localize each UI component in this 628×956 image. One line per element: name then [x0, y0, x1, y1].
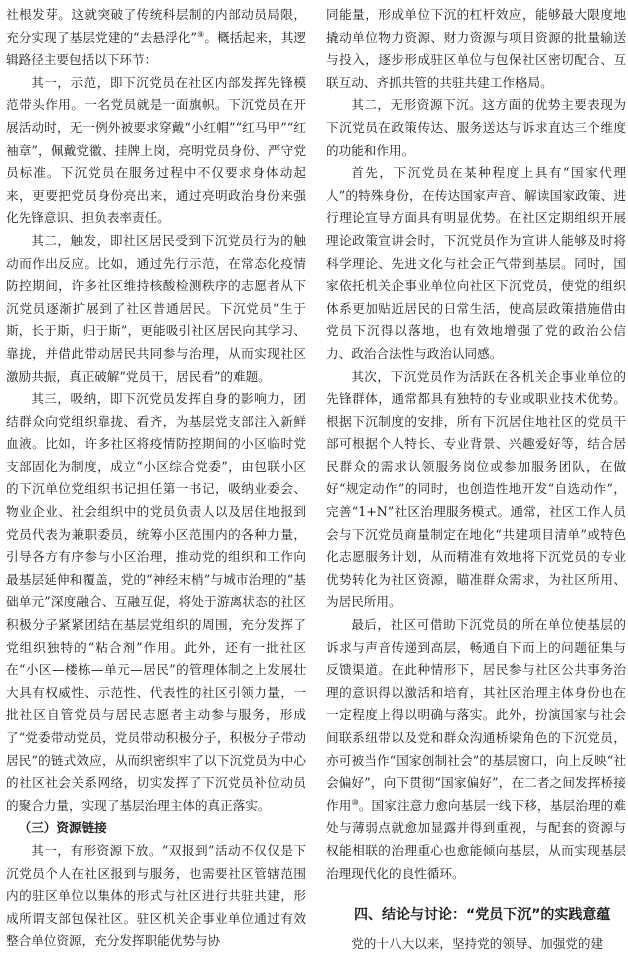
footnote-marker[interactable]: ⑩ [351, 797, 359, 807]
paragraph-intangible-resources: 其二，无形资源下沉。这方面的优势主要表现为下沉党员在政策传达、服务送达与诉求直达三个维度的功能和作用。 [326, 97, 626, 158]
paragraph-text: 最后，社区可借助下沉党员的所在单位使基层的诉求与声音传递到高层，畅通自下而上的问题征集与反馈渠道。在此种情形下，居民参与社区公共事务治理的意识得以激活和培育，其社区治理主体身份也在一定程度上得以明确与落实。此外，扮演国家与社会间联系纽带以及党和群众沟通桥梁角色的下沉党员，亦可被当作“国家创制社会”的基层窗口，向上反映“社会偏好”，向下贯彻“国家偏好”，在二者之间发挥桥接作用 [326, 617, 626, 813]
paragraph-first: 首先，下沉党员在某种程度上具有“国家代理人”的特殊身份，在传达国家声音、解读国家政策、进行理论宣导方面具有明显优势。在社区定期组织开展理论政策宣讲会时，下沉党员作为宣讲人能够及时将科学理论、先进文化与社会正气带到基层。同时，国家依托机关企事业单位向社区下沉党员，使党的组织体系更加贴近居民的日常生活，使高层政策措施借由党员下沉得以落地，也有效地增强了党的政治公信力、政治合法性与政治认同感。 [326, 165, 626, 361]
right-column [326, 4, 627, 952]
paragraph-tangible-resources: 其一，有形资源下放。“双报到”活动不仅仅是下沉党员个人在社区报到与服务，也需要社区管辖范围内的驻区单位以集体的形式与社区进行共驻共建，形成所谓支部包保社区。驻区机关企事业单位通过有效整合单位资源，充分发挥职能优势与协 [6, 842, 306, 949]
paragraph-continuation [6, 4, 306, 72]
paragraph-conclusion-start: 党的十八大以来，坚持党的领导、加强党的建 [351, 936, 604, 952]
paragraph-text: 。概括起来，其逻辑路径主要包括以下环节： [6, 29, 307, 68]
paragraph-demonstration: 其一，示范，即下沉党员在社区内部发挥先锋模范带头作用。一名党员就是一面旗帜。下沉党员在开展活动时，无一例外被要求穿戴“小红帽”“红马甲”“红袖章”，佩戴党徽、挂牌上岗，亮明党员身份、严守党员标准。下沉党员在服务过程中不仅要求身体动起来，更要把党员身份亮出来，通过亮明政治身份来强化先锋意识、担负表率责任。 [6, 74, 306, 226]
left-column [6, 4, 307, 949]
subsection-heading: （三）资源链接 [18, 820, 107, 836]
paragraph-second: 其次，下沉党员作为活跃在各机关企事业单位的先锋群体，通常都具有独特的专业或职业技术优势。根据下沉制度的安排，所有下沉居住地社区的党员干部可根据个人特长、专业背景、兴趣爱好等，结合居民群众的需求认领服务岗位或参加服务团队，在做好“规定动作”的同时，也创造性地开发“自选动作”，完善“1+N”社区治理服务模式。通常，社区工作人员会与下沉党员商量制定在地化“共建项目清单”或特色化志愿服务计划，从而精准有效地将下沉党员的专业优势转化为社区资源，瞄准群众需求，为社区所用、为居民所用。 [326, 368, 626, 610]
paragraph-trigger: 其二，触发，即社区居民受到下沉党员行为的触动而作出反应。比如，通过先行示范，在常态化疫情防控期间，许多社区维持核酸检测秩序的志愿者从下沉党员逐渐扩展到了社区普通居民。下沉党员“生于斯，长于斯，归于斯”，更能吸引社区居民向其学习、靠拢，并借此带动居民共同参与治理，从而实现社区激励共振，真正破解“党员干，居民看”的难题。 [6, 232, 306, 384]
paragraph-text: 。国家注意力愈向基层一线下移，基层治理的难处与薄弱点就愈加显露并得到重视，与配套的资源与权能相联的治理重心也愈能倾向基层，从而实现基层治理现代化的良性循环。 [326, 797, 627, 881]
paragraph-absorption: 其三，吸纳，即下沉党员发挥自身的影响力，团结群众向党组织靠拢、看齐，为基层党支部注入新鲜血液。比如，许多社区将疫情防控期间的小区临时党支部固化为制度，成立“小区综合党委”，由包联小区的下沉单位党组织书记担任第一书记，吸纳业委会、物业企业、社会组织中的党员负责人以及居住地报到党员代表为兼职委员，统筹小区范围内的各种力量，引导各方有序参与小区治理，推动党的组织和工作向最基层延伸和覆盖，党的“神经末梢”与城市治理的“基础单元”深度融合、互融互促，将处于游离状态的社区积极分子紧紧团结在基层党组织的周围，充分发挥了党组织独特的“粘合剂”作用。此外，还有一批社区在“小区—楼栋—单元—居民”的管理体制之上发展壮大具有权威性、示范性、代表性的社区引领力量，一批社区自管党员与居民志愿者主动参与服务，形成了“党委带动党员，党员带动积极分子，积极分子带动居民”的链式效应，从而织密织牢了以下沉党员为中心的社区社会关系网络，切实发挥了下沉党员补位动员的聚合力量，实现了基层治理主体的真正落实。 [6, 391, 306, 813]
section-heading: 四、结论与讨论：“党员下沉”的实践意蕴 [354, 907, 611, 924]
footnote-marker[interactable]: ⑨ [197, 29, 205, 39]
paragraph-last [326, 614, 626, 885]
paragraph-text: 社根发芽。这就突破了传统科层制的内部动员局限，充分实现了基层党建的“去悬浮化” [6, 7, 306, 45]
paragraph-continuation: 同能量，形成单位下沉的杠杆效应，能够最大限度地撬动单位物力资源、财力资源与项目资源的批量输送与投入，逐步形成驻区单位与包保社区密切配合、互联互动、齐抓共管的共驻共建工作格局。 [326, 7, 626, 90]
